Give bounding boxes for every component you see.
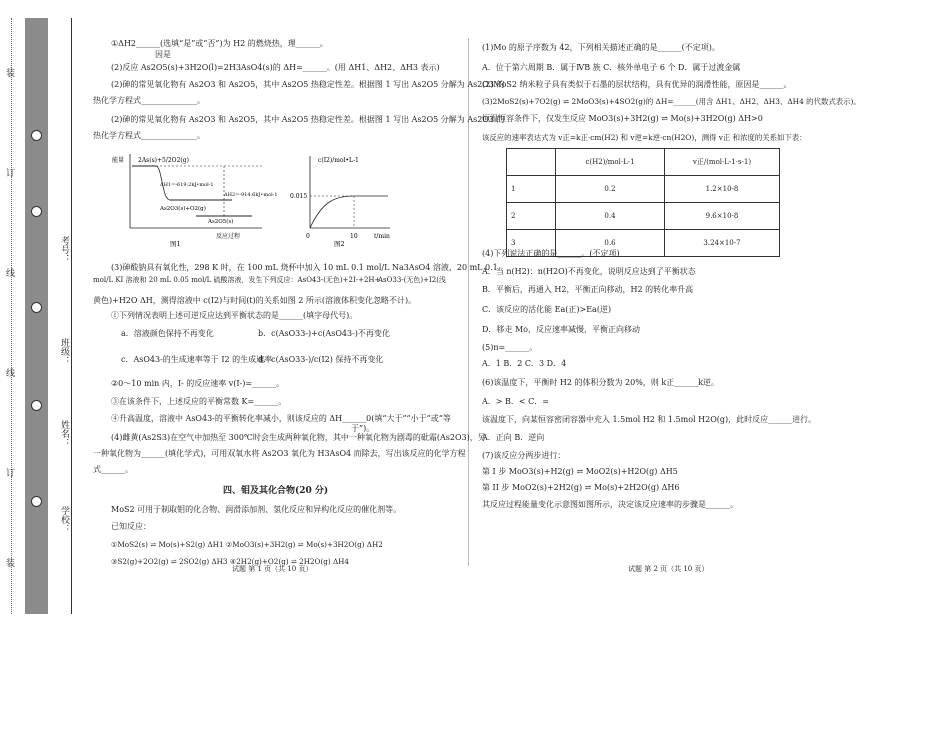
question-line: (4)下列说法正确的是______。(不定项): [482, 249, 620, 258]
binding-strip: [25, 18, 48, 614]
field-school: 学校：: [59, 506, 69, 533]
table-cell: 0.2: [556, 176, 665, 203]
table-cell: 0.4: [556, 203, 665, 230]
fig2-ylabel: c(I2)/mol•L-1: [318, 157, 359, 164]
table-cell: 3: [507, 230, 556, 257]
field-exam-number: 考号：: [59, 236, 69, 263]
fig1-dh1: ΔH1=-619.2kJ•mol-1: [160, 182, 214, 188]
mark: 线: [4, 268, 14, 277]
question-line: AsO33-(无色)+I2(浅: [378, 276, 446, 284]
reaction-line: ①MoS2(s) ⇌ Mo(s)+S2(g) ΔH1 ②MoO3(s)+3H2(g) ⇌ Mo(s)+3H2O(g) ΔH2: [111, 540, 383, 549]
question-line: ②0～10 min 内，I- 的反应速率 v(I-)=______。: [111, 379, 285, 388]
question-line: 于”)。: [351, 424, 375, 433]
option-a: a．溶液颜色保持不再变化: [121, 329, 214, 338]
question-line: 该反应的速率表达式为 v正=k正·cm(H2) 和 v逆=k逆·cn(H2O)，测得 v正 和浓度的关系如下表：: [482, 133, 807, 142]
page-footer-left: 试题 第 1 页（共 10 页）: [232, 565, 313, 573]
table-header: c(H2)/mol·L-1: [556, 149, 665, 176]
question-line: 已知反应：: [111, 522, 151, 531]
question-line: 热化学方程式______________。: [93, 131, 205, 140]
table-row: [507, 203, 780, 230]
question-line: ①ΔH2______(选填“是”或“否”)为 H2 的燃烧热，理______。: [111, 39, 328, 48]
mark: 订: [4, 468, 14, 477]
option-b: b．c(AsO33-)+c(AsO43-)不再变化: [258, 329, 390, 338]
question-line: 热化学方程式______________。: [93, 96, 205, 105]
question-line: 一种氧化物为______(填化学式)，可用双氧水将 As2O3 氧化为 H3AsO4 而除去，写出该反应的化学方程: [93, 449, 466, 458]
question-line: 该温度下，向某恒容密闭容器中充入 1.5mol H2 和 1.5mol H2O(g)，此时反应______进行。: [482, 415, 817, 424]
question-line: (7)该反应分两步进行：: [482, 451, 566, 460]
mark: 订: [4, 168, 14, 177]
option-d: D．移走 Mo，反应速率减慢，平衡正向移动: [482, 325, 640, 334]
fig1-low-label: As2O5(s): [208, 219, 234, 225]
fig1-caption: 图1: [170, 240, 181, 248]
question-line: ④升高温度，溶液中 AsO43-的平衡转化率减小，则该反应的 ΔH______0(填“大于”“小于”或“等: [111, 414, 451, 423]
fig2-origin: 0: [306, 233, 310, 240]
fig1-xlabel: 反应过程: [216, 233, 241, 240]
question-line: (3)砷酸钠具有氧化性，298 K 时，在 100 mL 烧杯中加入 10 mL 0.1 mol/L Na3AsO4 溶液、20 mL 0.1: [111, 263, 498, 272]
mark: 线: [4, 368, 14, 377]
fig2-xval: 10: [350, 233, 358, 240]
rate-table: [506, 148, 780, 257]
question-line: (2)MoS2 纳米粒子具有类似于石墨的层状结构，具有优异的润滑性能，原因是______。: [482, 80, 792, 89]
binding-hole: [31, 302, 42, 313]
table-cell: 0.6: [556, 230, 665, 257]
table-header-row: [507, 149, 780, 176]
table-cell: 1.2×10-8: [665, 176, 780, 203]
question-line: mol/L KI 溶液和 20 mL 0.05 mol/L 硫酸溶液，发生下列反应：AsO43-(无色)+2I-+2H+: [93, 276, 381, 284]
reaction-line: 第 I 步 MoO3(s)+H2(g) ⇌ MoO2(s)+H2O(g) ΔH5: [482, 467, 678, 476]
binding-hole: [31, 130, 42, 141]
fig2-caption: 图2: [334, 240, 345, 248]
dotted-cut-line: [11, 18, 12, 614]
option-c: C．该反应的活化能 Ea(正)>Ea(逆): [482, 305, 612, 314]
options-line: A．正向 B．逆向: [482, 433, 545, 442]
options-line: A．位于第六周期 B．属于ⅣB 族 C．核外单电子 6 个 D．属于过渡金属: [482, 63, 741, 72]
question-line: (4)雌黄(As2S3)在空气中加热至 300℃时会生成两种氧化物，其中一种氧化物为剧毒的砒霜(As2O3)，另: [111, 433, 486, 442]
option-a: A．当 n(H2)：n(H2O)不再变化，说明反应达到了平衡状态: [482, 267, 696, 276]
binding-rule: [71, 18, 72, 614]
option-b: B．平衡后，再通入 H2，平衡正向移动，H2 的转化率升高: [482, 285, 694, 294]
mark: 装: [4, 558, 14, 567]
figure-2-concentration-plot: [290, 150, 405, 250]
section-title: 四、钼及其化合物(20 分): [223, 486, 329, 496]
reaction-line: 第 II 步 MoO2(s)+2H2(g) ⇌ Mo(s)+2H2O(g) ΔH6: [482, 483, 680, 492]
question-line: 黄色)+H2O ΔH，测得溶液中 c(I2)与时间(t)的关系如图 2 所示(溶液体积变化忽略不计)。: [93, 296, 417, 305]
binding-margin: [0, 18, 76, 614]
field-class: 班级：: [59, 338, 69, 365]
fig1-ylabel: 能量: [112, 157, 125, 164]
table-row: [507, 176, 780, 203]
question-line: MoS2 可用于制取钼的化合物、润滑添加剂、氢化反应和异构化反应的催化剂等。: [111, 505, 402, 514]
options-line: A．> B．< C．=: [482, 397, 549, 406]
options-line: A．1 B．2 C．3 D．4: [482, 359, 567, 368]
question-line: 因是: [155, 50, 171, 59]
question-line: 其反应过程能量变化示意图如图所示，决定该反应速率的步骤是______。: [482, 500, 738, 509]
fig1-mid-label: As2O3(s)+O2(g): [160, 206, 206, 212]
question-line: 恒温恒容条件下，仅发生反应 MoO3(s)+3H2(g) ⇌ Mo(s)+3H2O(g) ΔH>0: [482, 114, 763, 123]
table-header: [507, 149, 556, 176]
fig1-top-label: 2As(s)+5/2O2(g): [138, 157, 189, 164]
question-line: 式______。: [93, 465, 133, 474]
mark: 装: [4, 68, 14, 77]
reaction-line: ③S2(g)+2O2(g) ⇌ 2SO2(g) ΔH3 ④2H2(g)+O2(g) ⇌ 2H2O(g) ΔH4: [111, 557, 349, 566]
field-name: 姓名：: [59, 420, 69, 447]
fig2-xlabel: t/min: [374, 233, 390, 240]
page-footer-right: 试题 第 2 页（共 10 页）: [628, 565, 709, 573]
question-line: (5)n=______。: [482, 343, 538, 352]
question-line: (2)砷的常见氧化物有 As2O3 和 As2O5，其中 As2O5 热稳定性差。根据图 1 写出 As2O5 分解为 As2O3 的: [111, 115, 505, 124]
option-c: c．AsO43-的生成速率等于 I2 的生成速率: [121, 355, 273, 364]
option-d: d．c(AsO33-)/c(I2) 保持不再变化: [258, 355, 384, 364]
fig2-yval: 0.015: [290, 193, 308, 200]
question-line: (6)该温度下，平衡时 H2 的体积分数为 20%，则 k正______k逆。: [482, 378, 720, 387]
table-cell: 3.24×10-7: [665, 230, 780, 257]
table-cell: 2: [507, 203, 556, 230]
fig2-curve: [310, 196, 388, 228]
question-line: ③在该条件下，上述反应的平衡常数 K=______。: [111, 397, 287, 406]
table-cell: 1: [507, 176, 556, 203]
question-line: (3)2MoS2(s)+7O2(g) ⇌ 2MoO3(s)+4SO2(g)的 ΔH=______(用含 ΔH1、ΔH2、ΔH3、ΔH4 的代数式表示)。: [482, 97, 861, 106]
question-line: (1)Mo 的原子序数为 42，下列相关描述正确的是______(不定项)。: [482, 43, 720, 52]
fig1-dh2: ΔH2=-914.6kJ•mol-1: [224, 192, 278, 198]
binding-hole: [31, 400, 42, 411]
figure-1-energy-diagram: [112, 150, 282, 250]
binding-hole: [31, 496, 42, 507]
binding-hole: [31, 206, 42, 217]
table-header: v正/(mol·L-1·s-1): [665, 149, 780, 176]
table-cell: 9.6×10-8: [665, 203, 780, 230]
question-line: ①下列情况表明上述可逆反应达到平衡状态的是______(填字母代号)。: [111, 311, 358, 320]
question-line: (2)砷的常见氧化物有 As2O3 和 As2O5，其中 As2O5 热稳定性差。根据图 1 写出 As2O5 分解为 As2O3 的: [111, 80, 505, 89]
question-line: (2)反应 As2O5(s)+3H2O(l)=2H3AsO4(s)的 ΔH=______。(用 ΔH1、ΔH2、ΔH3 表示): [111, 63, 440, 72]
